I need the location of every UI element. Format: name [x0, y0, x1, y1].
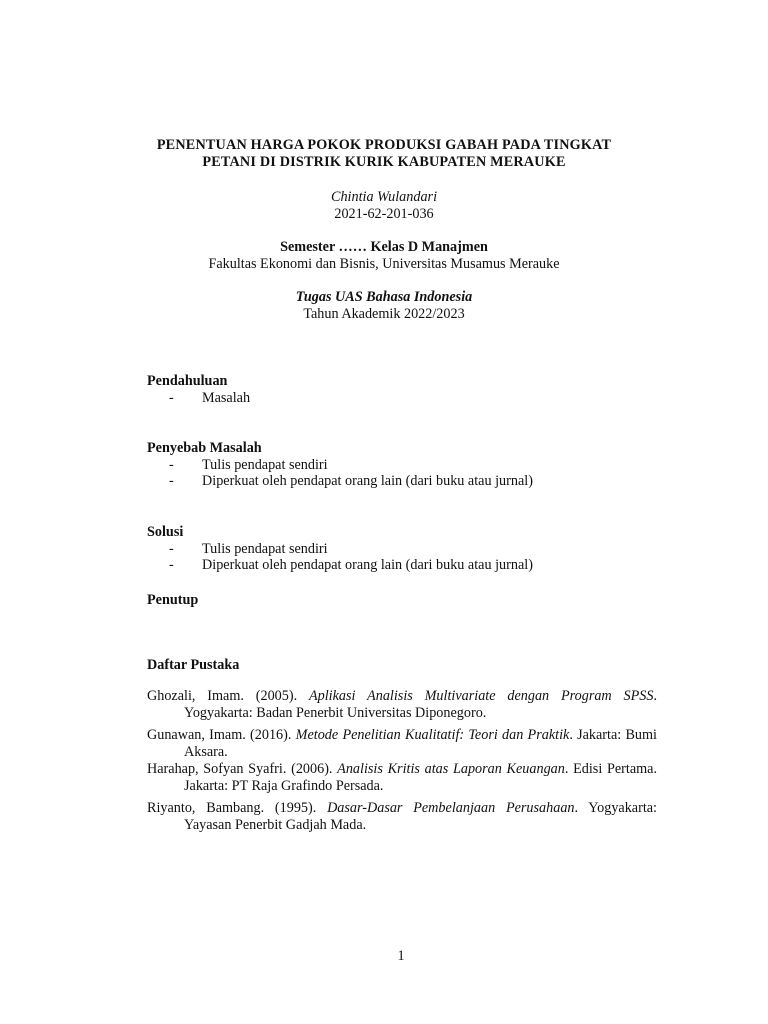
- author-block: [110, 189, 658, 222]
- reference-publisher: . Jakarta: Bumi Aksara.: [184, 727, 657, 760]
- title-line-2: PETANI DI DISTRIK KURIK KABUPATEN MERAUKE: [202, 154, 566, 170]
- reference-author-year: Riyanto, Bambang. (1995).: [147, 800, 328, 816]
- list-item: [147, 457, 667, 474]
- reference-title: Aplikasi Analisis Multivariate dengan Program SPSS: [308, 688, 654, 704]
- reference-list: [147, 688, 657, 833]
- semester-class: Semester …… Kelas D Manajmen: [280, 239, 488, 255]
- assignment-block: [110, 289, 658, 322]
- section-penutup: [147, 592, 667, 609]
- list-item-text: Diperkuat oleh pendapat orang lain (dari buku atau jurnal): [202, 557, 533, 573]
- bullet-marker: -: [169, 389, 174, 406]
- reference-entry: [147, 761, 657, 794]
- reference-entry: [147, 800, 657, 833]
- list-item-text: Tulis pendapat sendiri: [202, 540, 328, 557]
- author-name: Chintia Wulandari: [330, 189, 438, 205]
- class-block: [110, 239, 658, 272]
- reference-entry: [147, 688, 657, 721]
- list-item-text: Masalah: [202, 389, 251, 406]
- section-pendahuluan: [147, 373, 667, 406]
- bullet-marker: -: [169, 557, 174, 573]
- reference-author-year: Harahap, Sofyan Syafri. (2006).: [147, 761, 338, 777]
- section-daftar-pustaka: [147, 657, 667, 674]
- section-heading: Daftar Pustaka: [147, 657, 240, 673]
- reference-publisher: . Yogyakarta: Badan Penerbit Universitas Diponegoro.: [184, 688, 658, 721]
- page-number: 1: [397, 948, 405, 964]
- reference-title: Metode Penelitian Kualitatif: Teori dan Praktik: [295, 727, 570, 743]
- reference-publisher: . Edisi Pertama. Jakarta: PT Raja Grafindo Persada.: [184, 761, 657, 794]
- list-item-text: Diperkuat oleh pendapat orang lain (dari buku atau jurnal): [202, 473, 533, 489]
- section-heading: Solusi: [147, 524, 184, 540]
- document-title: [110, 137, 658, 171]
- section-heading: Pendahuluan: [147, 373, 228, 389]
- list-item: [147, 541, 667, 558]
- bullet-marker: -: [169, 456, 174, 473]
- academic-year: Tahun Akademik 2022/2023: [303, 305, 465, 322]
- list-item: [147, 557, 667, 574]
- list-item: [147, 390, 667, 407]
- faculty-university: Fakultas Ekonomi dan Bisnis, Universitas Musamus Merauke: [208, 255, 560, 272]
- bullet-marker: -: [169, 473, 174, 489]
- title-line-1: PENENTUAN HARGA POKOK PRODUKSI GABAH PADA TINGKAT: [156, 137, 612, 153]
- section-heading: Penutup: [147, 592, 199, 608]
- reference-title: Dasar-Dasar Pembelanjaan Perusahaan: [327, 800, 575, 816]
- section-penyebab-masalah: [147, 440, 667, 490]
- list-item: [147, 473, 667, 490]
- list-item-text: Tulis pendapat sendiri: [202, 456, 328, 473]
- student-id: 2021-62-201-036: [334, 205, 434, 222]
- assignment-name: Tugas UAS Bahasa Indonesia: [295, 289, 473, 305]
- reference-publisher: . Yogyakarta: Yayasan Penerbit Gadjah Mada.: [184, 800, 657, 833]
- reference-author-year: Ghozali, Imam. (2005).: [147, 688, 309, 704]
- reference-title: Analisis Kritis atas Laporan Keuangan: [337, 761, 565, 777]
- section-heading: Penyebab Masalah: [147, 440, 262, 456]
- bullet-marker: -: [169, 540, 174, 557]
- reference-author-year: Gunawan, Imam. (2016).: [147, 727, 296, 743]
- reference-entry: [147, 727, 657, 760]
- section-solusi: [147, 524, 667, 574]
